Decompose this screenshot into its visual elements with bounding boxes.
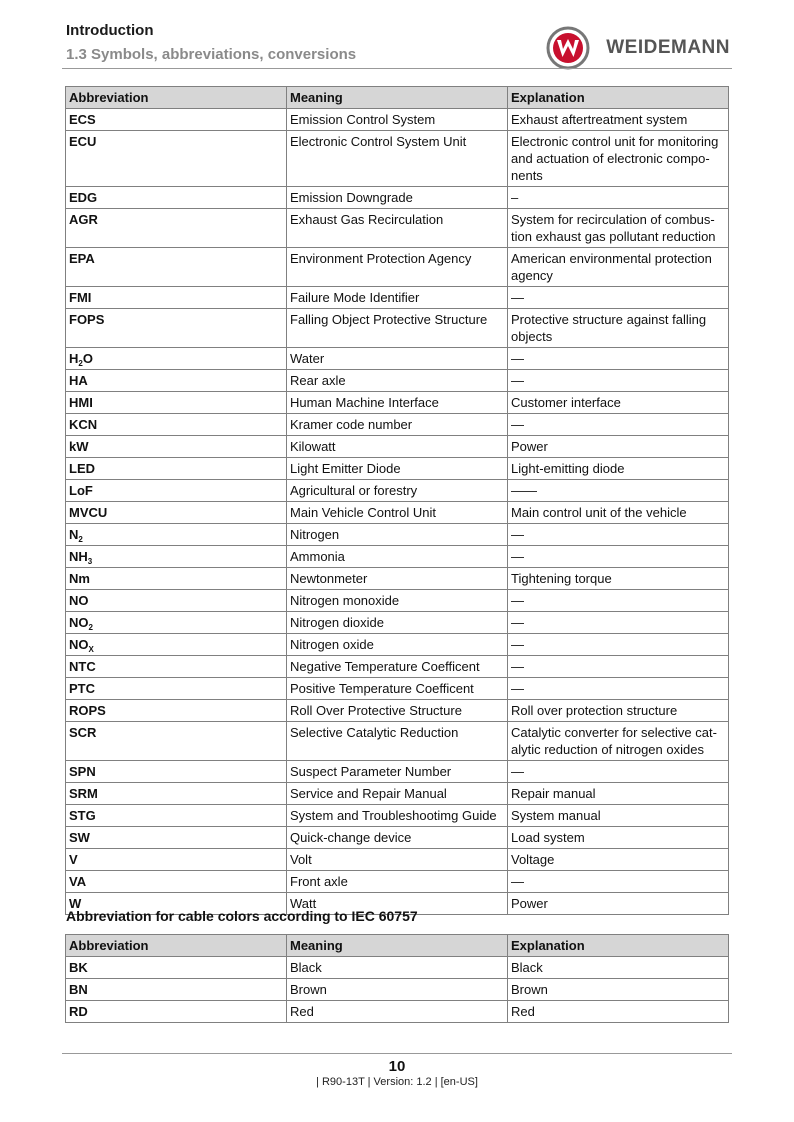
table-row <box>66 568 729 590</box>
abbreviation-cell: AGR <box>66 209 287 248</box>
explanation-cell: Power <box>508 436 729 458</box>
meaning-cell: Negative Temperature Coefficent <box>287 656 508 678</box>
meaning-cell: Kilowatt <box>287 436 508 458</box>
meaning-cell: Black <box>287 957 508 979</box>
meaning-cell: Front axle <box>287 871 508 893</box>
abbreviation-cell: EPA <box>66 248 287 287</box>
table-header-row <box>66 87 729 109</box>
meaning-cell: Main Vehicle Control Unit <box>287 502 508 524</box>
table-row <box>66 458 729 480</box>
explanation-cell: — <box>508 761 729 783</box>
header-meaning: Meaning <box>287 87 508 109</box>
explanation-cell: — <box>508 546 729 568</box>
abbreviation-cell: STG <box>66 805 287 827</box>
table-row <box>66 348 729 370</box>
table-row <box>66 678 729 700</box>
table-header-row <box>66 935 729 957</box>
meaning-cell: Electronic Control System Unit <box>287 131 508 187</box>
abbreviation-cell: LoF <box>66 480 287 502</box>
abbreviation-cell: BN <box>66 979 287 1001</box>
explanation-cell: — <box>508 612 729 634</box>
abbreviation-cell: ECU <box>66 131 287 187</box>
explanation-cell: — <box>508 287 729 309</box>
abbreviation-cell: Nm <box>66 568 287 590</box>
abbreviation-cell: $N_2$ <box>66 524 287 546</box>
abbreviation-cell: KCN <box>66 414 287 436</box>
table-row <box>66 1001 729 1023</box>
table-row <box>66 590 729 612</box>
abbreviation-cell: V <box>66 849 287 871</box>
page-number: 10 <box>388 1058 406 1075</box>
abbreviation-cell: $NO_2$ <box>66 612 287 634</box>
abbreviation-cell: ROPS <box>66 700 287 722</box>
header-abbreviation: Abbreviation <box>66 87 287 109</box>
meaning-cell: System and Troubleshootimg Guide <box>287 805 508 827</box>
abbreviation-cell: RD <box>66 1001 287 1023</box>
explanation-cell: Tightening torque <box>508 568 729 590</box>
table-row <box>66 209 729 248</box>
explanation-cell: Catalytic converter for selective cat-alytic reduction of nitrogen oxides <box>508 722 729 761</box>
abbreviation-cell: SRM <box>66 783 287 805</box>
meaning-cell: Falling Object Protective Structure <box>287 309 508 348</box>
meaning-cell: Nitrogen dioxide <box>287 612 508 634</box>
table-row <box>66 370 729 392</box>
meaning-cell: Human Machine Interface <box>287 392 508 414</box>
table-row <box>66 957 729 979</box>
abbreviation-cell: MVCU <box>66 502 287 524</box>
abbreviation-cell: PTC <box>66 678 287 700</box>
abbreviation-cell: LED <box>66 458 287 480</box>
table-row <box>66 783 729 805</box>
table-row <box>66 722 729 761</box>
explanation-cell: — <box>508 590 729 612</box>
brand-logo <box>546 26 730 70</box>
table-row <box>66 827 729 849</box>
abbreviation-cell: $NO_X$ <box>66 634 287 656</box>
table-row <box>66 524 729 546</box>
abbreviations-table <box>65 86 729 915</box>
explanation-cell: Electronic control unit for monitoring and actuation of electronic compo-nents <box>508 131 729 187</box>
explanation-cell: Voltage <box>508 849 729 871</box>
table-row <box>66 480 729 502</box>
explanation-cell: – <box>508 187 729 209</box>
abbreviation-cell: W <box>66 893 287 915</box>
meaning-cell: Kramer code number <box>287 414 508 436</box>
abbreviation-cell: SPN <box>66 761 287 783</box>
abbreviation-cell: NTC <box>66 656 287 678</box>
explanation-cell: Exhaust aftertreatment system <box>508 109 729 131</box>
meaning-cell: Watt <box>287 893 508 915</box>
footer-divider <box>62 1053 732 1054</box>
meaning-cell: Suspect Parameter Number <box>287 761 508 783</box>
table-row <box>66 700 729 722</box>
header-meaning: Meaning <box>287 935 508 957</box>
explanation-cell: System for recirculation of combus-tion exhaust gas pollutant reduction <box>508 209 729 248</box>
abbreviation-cell: ECS <box>66 109 287 131</box>
brand-wordmark: WEIDEMANN <box>606 37 730 58</box>
meaning-cell: Exhaust Gas Recirculation <box>287 209 508 248</box>
meaning-cell: Light Emitter Diode <box>287 458 508 480</box>
document-id: | R90-13T | Version: 1.2 | [en-US] <box>316 1076 478 1088</box>
section-subtitle: 1.3 Symbols, abbreviations, conversions <box>66 46 357 63</box>
explanation-cell: Main control unit of the vehicle <box>508 502 729 524</box>
explanation-cell: — <box>508 370 729 392</box>
table-row <box>66 656 729 678</box>
meaning-cell: Emission Downgrade <box>287 187 508 209</box>
explanation-cell: —— <box>508 480 729 502</box>
header-divider <box>62 68 732 69</box>
explanation-cell: — <box>508 348 729 370</box>
table-row <box>66 761 729 783</box>
table-row <box>66 805 729 827</box>
explanation-cell: Customer interface <box>508 392 729 414</box>
table-row <box>66 612 729 634</box>
meaning-cell: Nitrogen oxide <box>287 634 508 656</box>
meaning-cell: Positive Temperature Coefficent <box>287 678 508 700</box>
meaning-cell: Environment Protection Agency <box>287 248 508 287</box>
meaning-cell: Rear axle <box>287 370 508 392</box>
explanation-cell: — <box>508 656 729 678</box>
table-row <box>66 979 729 1001</box>
chapter-title: Introduction <box>66 22 154 39</box>
abbreviation-cell: $NH_3$ <box>66 546 287 568</box>
meaning-cell: Failure Mode Identifier <box>287 287 508 309</box>
explanation-cell: — <box>508 414 729 436</box>
table-row <box>66 871 729 893</box>
abbreviation-cell: FMI <box>66 287 287 309</box>
explanation-cell: Load system <box>508 827 729 849</box>
table-row <box>66 287 729 309</box>
meaning-cell: Quick-change device <box>287 827 508 849</box>
explanation-cell: Black <box>508 957 729 979</box>
explanation-cell: Repair manual <box>508 783 729 805</box>
meaning-cell: Red <box>287 1001 508 1023</box>
explanation-cell: — <box>508 678 729 700</box>
explanation-cell: — <box>508 634 729 656</box>
meaning-cell: Agricultural or forestry <box>287 480 508 502</box>
meaning-cell: Selective Catalytic Reduction <box>287 722 508 761</box>
explanation-cell: Light-emitting diode <box>508 458 729 480</box>
cable-colors-table <box>65 934 729 1023</box>
abbreviation-cell: HA <box>66 370 287 392</box>
explanation-cell: Brown <box>508 979 729 1001</box>
meaning-cell: Water <box>287 348 508 370</box>
abbreviation-cell: NO <box>66 590 287 612</box>
abbreviation-cell: VA <box>66 871 287 893</box>
table-row <box>66 436 729 458</box>
abbreviation-cell: SW <box>66 827 287 849</box>
meaning-cell: Brown <box>287 979 508 1001</box>
explanation-cell: System manual <box>508 805 729 827</box>
abbreviation-cell: BK <box>66 957 287 979</box>
explanation-cell: American environmental protection agency <box>508 248 729 287</box>
page-header <box>66 20 730 66</box>
explanation-cell: Protective structure against falling objects <box>508 309 729 348</box>
explanation-cell: — <box>508 871 729 893</box>
table-row <box>66 109 729 131</box>
meaning-cell: Emission Control System <box>287 109 508 131</box>
abbreviation-cell: $H_2O$ <box>66 348 287 370</box>
header-explanation: Explanation <box>508 87 729 109</box>
table-row <box>66 546 729 568</box>
table-row <box>66 309 729 348</box>
meaning-cell: Ammonia <box>287 546 508 568</box>
weidemann-emblem-icon <box>546 26 590 70</box>
abbreviation-cell: kW <box>66 436 287 458</box>
table-row <box>66 131 729 187</box>
cable-colors-title: Abbreviation for cable colors according to IEC 60757 <box>66 908 418 924</box>
meaning-cell: Nitrogen <box>287 524 508 546</box>
explanation-cell: Roll over protection structure <box>508 700 729 722</box>
meaning-cell: Nitrogen monoxide <box>287 590 508 612</box>
meaning-cell: Roll Over Protective Structure <box>287 700 508 722</box>
abbreviation-cell: HMI <box>66 392 287 414</box>
table-row <box>66 849 729 871</box>
meaning-cell: Newtonmeter <box>287 568 508 590</box>
table-row <box>66 248 729 287</box>
explanation-cell: Red <box>508 1001 729 1023</box>
header-abbreviation: Abbreviation <box>66 935 287 957</box>
abbreviation-cell: FOPS <box>66 309 287 348</box>
explanation-cell: Power <box>508 893 729 915</box>
table-row <box>66 502 729 524</box>
abbreviation-cell: EDG <box>66 187 287 209</box>
meaning-cell: Service and Repair Manual <box>287 783 508 805</box>
table-row <box>66 414 729 436</box>
table-row <box>66 187 729 209</box>
table-row <box>66 634 729 656</box>
header-explanation: Explanation <box>508 935 729 957</box>
table-row <box>66 392 729 414</box>
meaning-cell: Volt <box>287 849 508 871</box>
explanation-cell: — <box>508 524 729 546</box>
abbreviation-cell: SCR <box>66 722 287 761</box>
